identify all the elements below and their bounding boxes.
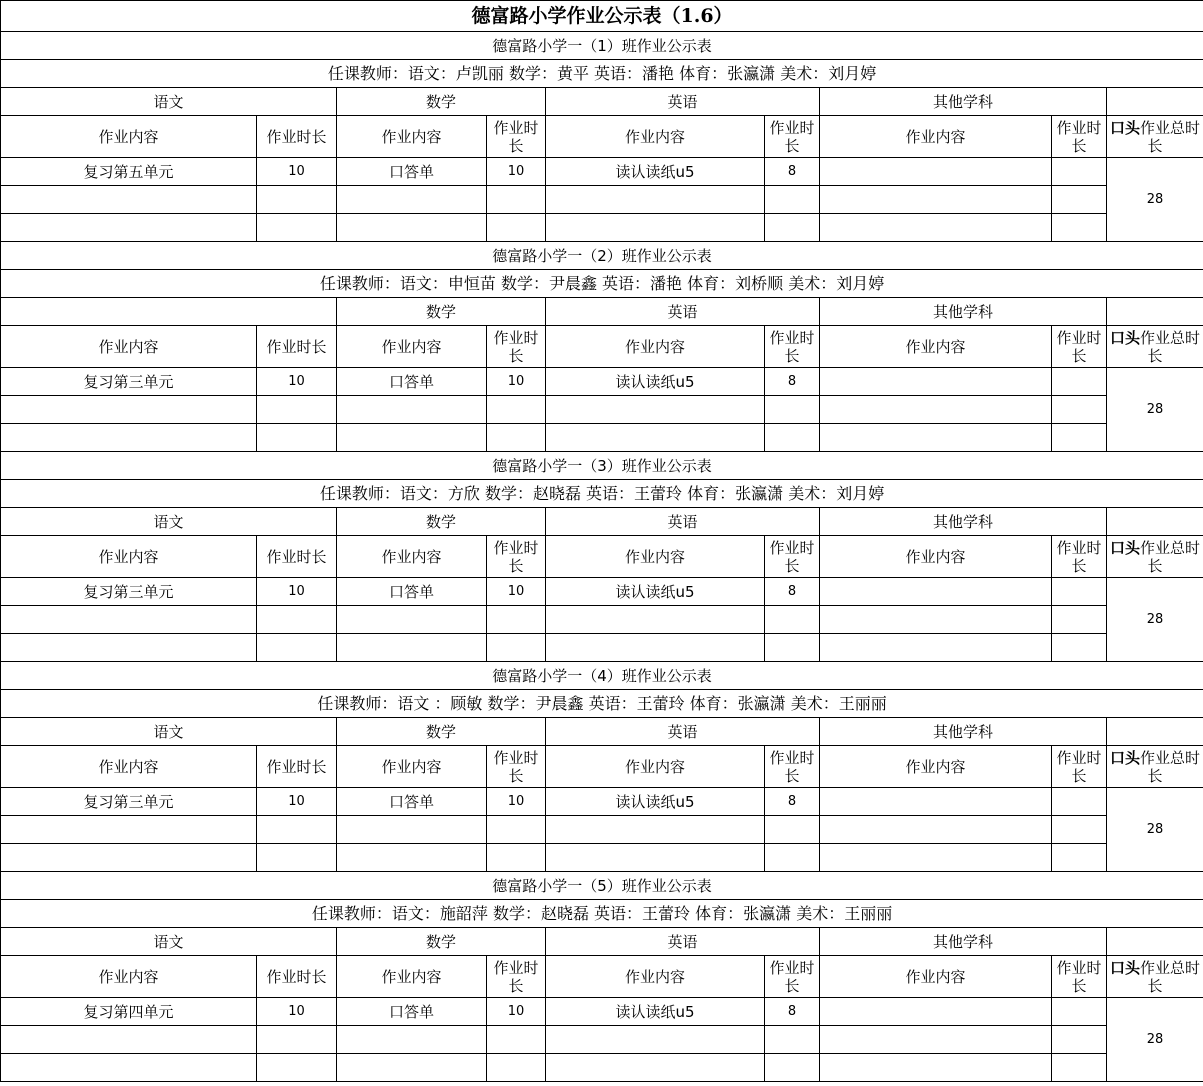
- empty-cell: [546, 214, 765, 242]
- empty-cell: [820, 186, 1052, 214]
- header-math-content: 作业内容: [337, 116, 487, 158]
- empty-cell: [820, 844, 1052, 872]
- empty-cell: [337, 606, 487, 634]
- english-duration-cell: 8: [765, 158, 820, 186]
- subject-english: 英语: [546, 508, 820, 536]
- empty-cell: [546, 844, 765, 872]
- header-math-content: 作业内容: [337, 536, 487, 578]
- english-homework-cell: 读认读纸u5: [546, 998, 765, 1026]
- subject-other: 其他学科: [820, 718, 1107, 746]
- header-chinese-content: 作业内容: [1, 116, 257, 158]
- subject-blank: [1107, 508, 1203, 536]
- empty-cell: [546, 186, 765, 214]
- empty-cell: [487, 186, 546, 214]
- empty-cell: [820, 816, 1052, 844]
- other-homework-cell: [820, 158, 1052, 186]
- chinese-duration-cell: 10: [257, 998, 337, 1026]
- empty-cell: [337, 844, 487, 872]
- chinese-homework-cell: 复习第三单元: [1, 788, 257, 816]
- header-oral-bold: 口头: [1110, 118, 1141, 137]
- header-math-content: 作业内容: [337, 746, 487, 788]
- subject-chinese: 语文: [1, 508, 337, 536]
- header-other-content: 作业内容: [820, 956, 1052, 998]
- header-oral-bold: 口头: [1110, 538, 1141, 557]
- empty-cell: [337, 424, 487, 452]
- empty-cell: [1, 396, 257, 424]
- subject-english: 英语: [546, 298, 820, 326]
- header-oral-rest: 作业总时长: [1140, 118, 1201, 155]
- other-duration-cell: [1052, 998, 1107, 1026]
- header-math-duration: 作业时长: [487, 326, 546, 368]
- header-english-content: 作业内容: [546, 536, 765, 578]
- subject-math: 数学: [337, 718, 546, 746]
- empty-cell: [546, 606, 765, 634]
- empty-cell: [1052, 844, 1107, 872]
- subject-math: 数学: [337, 298, 546, 326]
- header-chinese-duration: 作业时长: [257, 956, 337, 998]
- header-other-content: 作业内容: [820, 326, 1052, 368]
- math-duration-cell: 10: [487, 788, 546, 816]
- header-other-duration: 作业时长: [1052, 116, 1107, 158]
- empty-cell: [337, 1026, 487, 1054]
- header-other-content: 作业内容: [820, 746, 1052, 788]
- header-english-content: 作业内容: [546, 956, 765, 998]
- chinese-homework-cell: 复习第五单元: [1, 158, 257, 186]
- empty-cell: [1052, 1026, 1107, 1054]
- header-english-duration: 作业时长: [765, 536, 820, 578]
- empty-cell: [765, 816, 820, 844]
- empty-cell: [546, 396, 765, 424]
- empty-cell: [337, 396, 487, 424]
- class-title: 德富路小学一（1）班作业公示表: [1, 32, 1203, 60]
- total-duration-cell: 28: [1107, 578, 1203, 662]
- header-oral-rest: 作业总时长: [1140, 748, 1201, 785]
- header-oral-total: [1107, 956, 1203, 998]
- empty-cell: [546, 1054, 765, 1082]
- empty-cell: [487, 634, 546, 662]
- header-oral-total: [1107, 326, 1203, 368]
- chinese-duration-cell: 10: [257, 578, 337, 606]
- subject-blank: [1107, 928, 1203, 956]
- other-duration-cell: [1052, 158, 1107, 186]
- empty-cell: [765, 186, 820, 214]
- empty-cell: [546, 816, 765, 844]
- math-homework-cell: 口答单: [337, 788, 487, 816]
- header-english-content: 作业内容: [546, 116, 765, 158]
- math-homework-cell: 口答单: [337, 578, 487, 606]
- header-other-duration: 作业时长: [1052, 326, 1107, 368]
- english-homework-cell: 读认读纸u5: [546, 158, 765, 186]
- empty-cell: [487, 214, 546, 242]
- chinese-homework-cell: 复习第三单元: [1, 578, 257, 606]
- header-math-duration: 作业时长: [487, 746, 546, 788]
- subject-other: 其他学科: [820, 298, 1107, 326]
- total-duration-cell: 28: [1107, 998, 1203, 1082]
- subject-other: 其他学科: [820, 88, 1107, 116]
- english-homework-cell: 读认读纸u5: [546, 578, 765, 606]
- empty-cell: [487, 606, 546, 634]
- empty-cell: [1052, 816, 1107, 844]
- header-other-duration: 作业时长: [1052, 956, 1107, 998]
- header-english-duration: 作业时长: [765, 326, 820, 368]
- empty-cell: [1, 606, 257, 634]
- empty-cell: [487, 1054, 546, 1082]
- subject-english: 英语: [546, 928, 820, 956]
- empty-cell: [487, 396, 546, 424]
- empty-cell: [337, 816, 487, 844]
- english-homework-cell: 读认读纸u5: [546, 788, 765, 816]
- empty-cell: [337, 1054, 487, 1082]
- empty-cell: [1, 844, 257, 872]
- header-oral-total: [1107, 116, 1203, 158]
- header-english-duration: 作业时长: [765, 116, 820, 158]
- class-title: 德富路小学一（2）班作业公示表: [1, 242, 1203, 270]
- math-duration-cell: 10: [487, 578, 546, 606]
- empty-cell: [765, 1054, 820, 1082]
- empty-cell: [257, 424, 337, 452]
- empty-cell: [257, 606, 337, 634]
- chinese-homework-cell: 复习第三单元: [1, 368, 257, 396]
- empty-cell: [820, 214, 1052, 242]
- teachers-line: 任课教师：语文：施韶萍 数学：赵晓磊 英语：王蕾玲 体育：张瀛潇 美术：王丽丽: [1, 900, 1203, 928]
- header-oral-rest: 作业总时长: [1140, 328, 1201, 365]
- empty-cell: [337, 214, 487, 242]
- empty-cell: [820, 396, 1052, 424]
- header-english-duration: 作业时长: [765, 746, 820, 788]
- empty-cell: [257, 816, 337, 844]
- header-other-duration: 作业时长: [1052, 746, 1107, 788]
- other-duration-cell: [1052, 788, 1107, 816]
- empty-cell: [1052, 186, 1107, 214]
- empty-cell: [1052, 214, 1107, 242]
- math-homework-cell: 口答单: [337, 998, 487, 1026]
- header-other-duration: 作业时长: [1052, 536, 1107, 578]
- class-title: 德富路小学一（4）班作业公示表: [1, 662, 1203, 690]
- header-math-duration: 作业时长: [487, 116, 546, 158]
- empty-cell: [820, 634, 1052, 662]
- subject-english: 英语: [546, 718, 820, 746]
- subject-math: 数学: [337, 508, 546, 536]
- empty-cell: [820, 606, 1052, 634]
- header-oral-rest: 作业总时长: [1140, 958, 1201, 995]
- teachers-line: 任课教师：语文：方欣 数学：赵晓磊 英语：王蕾玲 体育：张瀛潇 美术：刘月婷: [1, 480, 1203, 508]
- empty-cell: [1052, 1054, 1107, 1082]
- empty-cell: [765, 424, 820, 452]
- subject-other: 其他学科: [820, 928, 1107, 956]
- empty-cell: [820, 424, 1052, 452]
- chinese-duration-cell: 10: [257, 368, 337, 396]
- english-homework-cell: 读认读纸u5: [546, 368, 765, 396]
- subject-chinese: [1, 298, 337, 326]
- empty-cell: [257, 186, 337, 214]
- empty-cell: [1052, 606, 1107, 634]
- teachers-line: 任课教师：语文：申恒苗 数学：尹晨鑫 英语：潘艳 体育：刘桥顺 美术：刘月婷: [1, 270, 1203, 298]
- empty-cell: [257, 1026, 337, 1054]
- header-math-duration: 作业时长: [487, 536, 546, 578]
- chinese-homework-cell: 复习第四单元: [1, 998, 257, 1026]
- header-chinese-duration: 作业时长: [257, 326, 337, 368]
- empty-cell: [820, 1054, 1052, 1082]
- empty-cell: [487, 1026, 546, 1054]
- empty-cell: [1, 424, 257, 452]
- empty-cell: [487, 844, 546, 872]
- chinese-duration-cell: 10: [257, 158, 337, 186]
- other-homework-cell: [820, 788, 1052, 816]
- teachers-line: 任课教师：语文：卢凯丽 数学：黄平 英语：潘艳 体育：张瀛潇 美术：刘月婷: [1, 60, 1203, 88]
- empty-cell: [487, 424, 546, 452]
- math-duration-cell: 10: [487, 998, 546, 1026]
- english-duration-cell: 8: [765, 578, 820, 606]
- math-duration-cell: 10: [487, 368, 546, 396]
- english-duration-cell: 8: [765, 368, 820, 396]
- empty-cell: [765, 214, 820, 242]
- subject-english: 英语: [546, 88, 820, 116]
- header-chinese-duration: 作业时长: [257, 536, 337, 578]
- math-homework-cell: 口答单: [337, 158, 487, 186]
- empty-cell: [765, 606, 820, 634]
- subject-blank: [1107, 298, 1203, 326]
- empty-cell: [1052, 396, 1107, 424]
- english-duration-cell: 8: [765, 788, 820, 816]
- header-oral-bold: 口头: [1110, 328, 1141, 347]
- empty-cell: [1, 816, 257, 844]
- subject-math: 数学: [337, 928, 546, 956]
- header-other-content: 作业内容: [820, 116, 1052, 158]
- empty-cell: [765, 1026, 820, 1054]
- empty-cell: [1, 1054, 257, 1082]
- subject-chinese: 语文: [1, 718, 337, 746]
- english-duration-cell: 8: [765, 998, 820, 1026]
- empty-cell: [546, 1026, 765, 1054]
- header-oral-bold: 口头: [1110, 958, 1141, 977]
- empty-cell: [1052, 634, 1107, 662]
- total-duration-cell: 28: [1107, 368, 1203, 452]
- header-chinese-duration: 作业时长: [257, 116, 337, 158]
- header-english-content: 作业内容: [546, 326, 765, 368]
- subject-blank: [1107, 718, 1203, 746]
- empty-cell: [765, 844, 820, 872]
- subject-chinese: 语文: [1, 88, 337, 116]
- empty-cell: [1, 214, 257, 242]
- header-math-content: 作业内容: [337, 326, 487, 368]
- class-title: 德富路小学一（5）班作业公示表: [1, 872, 1203, 900]
- subject-other: 其他学科: [820, 508, 1107, 536]
- header-oral-rest: 作业总时长: [1140, 538, 1201, 575]
- total-duration-cell: 28: [1107, 788, 1203, 872]
- other-homework-cell: [820, 368, 1052, 396]
- header-oral-bold: 口头: [1110, 748, 1141, 767]
- header-chinese-content: 作业内容: [1, 326, 257, 368]
- header-chinese-content: 作业内容: [1, 536, 257, 578]
- math-homework-cell: 口答单: [337, 368, 487, 396]
- other-duration-cell: [1052, 368, 1107, 396]
- header-oral-total: [1107, 536, 1203, 578]
- class-title: 德富路小学一（3）班作业公示表: [1, 452, 1203, 480]
- header-chinese-content: 作业内容: [1, 746, 257, 788]
- other-duration-cell: [1052, 578, 1107, 606]
- empty-cell: [546, 424, 765, 452]
- other-homework-cell: [820, 578, 1052, 606]
- empty-cell: [765, 396, 820, 424]
- empty-cell: [820, 1026, 1052, 1054]
- total-duration-cell: 28: [1107, 158, 1203, 242]
- subject-blank: [1107, 88, 1203, 116]
- empty-cell: [337, 186, 487, 214]
- empty-cell: [487, 816, 546, 844]
- header-chinese-content: 作业内容: [1, 956, 257, 998]
- header-english-duration: 作业时长: [765, 956, 820, 998]
- empty-cell: [1052, 424, 1107, 452]
- math-duration-cell: 10: [487, 158, 546, 186]
- empty-cell: [1, 1026, 257, 1054]
- header-chinese-duration: 作业时长: [257, 746, 337, 788]
- header-other-content: 作业内容: [820, 536, 1052, 578]
- chinese-duration-cell: 10: [257, 788, 337, 816]
- empty-cell: [257, 214, 337, 242]
- header-math-duration: 作业时长: [487, 956, 546, 998]
- empty-cell: [257, 1054, 337, 1082]
- empty-cell: [257, 844, 337, 872]
- empty-cell: [1, 186, 257, 214]
- header-math-content: 作业内容: [337, 956, 487, 998]
- empty-cell: [257, 396, 337, 424]
- empty-cell: [546, 634, 765, 662]
- empty-cell: [1, 634, 257, 662]
- header-english-content: 作业内容: [546, 746, 765, 788]
- teachers-line: 任课教师：语文 ：顾敏 数学：尹晨鑫 英语：王蕾玲 体育：张瀛潇 美术：王丽丽: [1, 690, 1203, 718]
- empty-cell: [337, 634, 487, 662]
- subject-math: 数学: [337, 88, 546, 116]
- subject-chinese: 语文: [1, 928, 337, 956]
- empty-cell: [257, 634, 337, 662]
- header-oral-total: [1107, 746, 1203, 788]
- empty-cell: [765, 634, 820, 662]
- sheet-title: 德富路小学作业公示表（1.6）: [1, 1, 1203, 32]
- other-homework-cell: [820, 998, 1052, 1026]
